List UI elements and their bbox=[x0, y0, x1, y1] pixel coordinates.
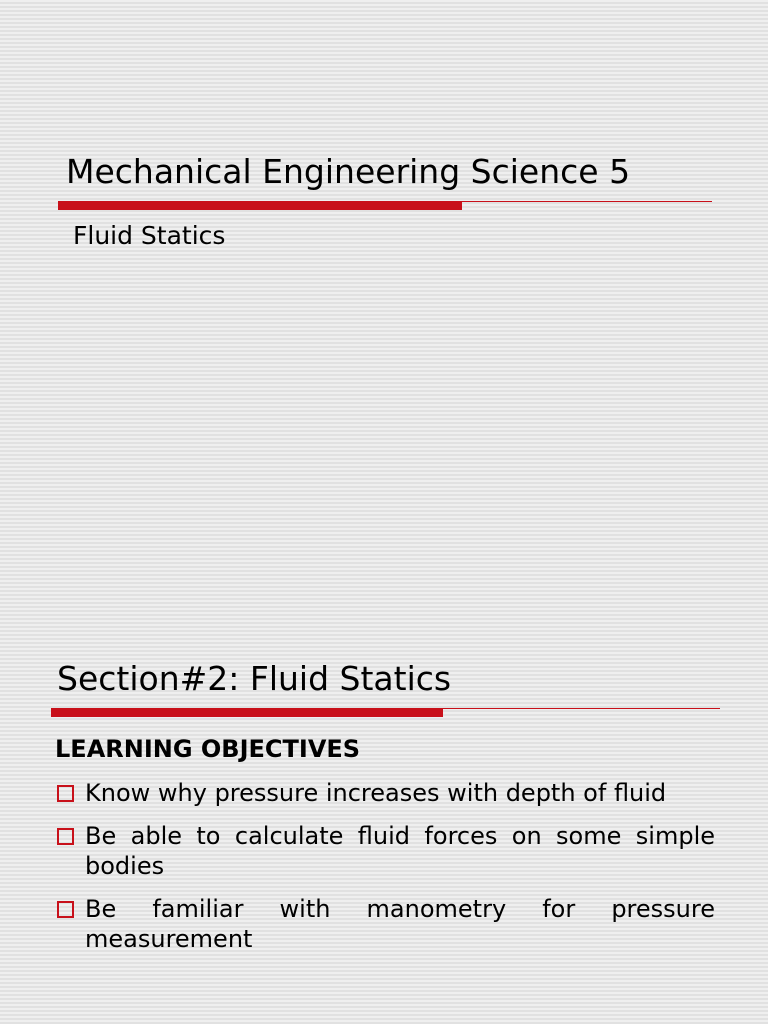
objective-text: Be able to calculate fluid forces on some simple bodies bbox=[85, 822, 715, 880]
objective-text: Know why pressure increases with depth of fluid bbox=[85, 779, 667, 807]
title-underline-thick bbox=[58, 201, 462, 210]
list-item bbox=[55, 894, 715, 954]
title-underline-thin bbox=[462, 201, 712, 202]
objectives-heading: LEARNING OBJECTIVES bbox=[55, 735, 361, 763]
section-underline-thin bbox=[443, 708, 720, 709]
hollow-square-bullet-icon bbox=[57, 785, 74, 802]
hollow-square-bullet-icon bbox=[57, 901, 74, 918]
page-title: Mechanical Engineering Science 5 bbox=[66, 152, 631, 191]
objectives-list bbox=[55, 778, 715, 967]
list-item bbox=[55, 778, 715, 808]
section-title: Section#2: Fluid Statics bbox=[57, 659, 452, 698]
section-underline-thick bbox=[51, 708, 443, 717]
objective-text: Be familiar with manometry for pressure measurement bbox=[85, 895, 715, 953]
page-subtitle: Fluid Statics bbox=[73, 221, 226, 250]
hollow-square-bullet-icon bbox=[57, 828, 74, 845]
list-item bbox=[55, 821, 715, 881]
